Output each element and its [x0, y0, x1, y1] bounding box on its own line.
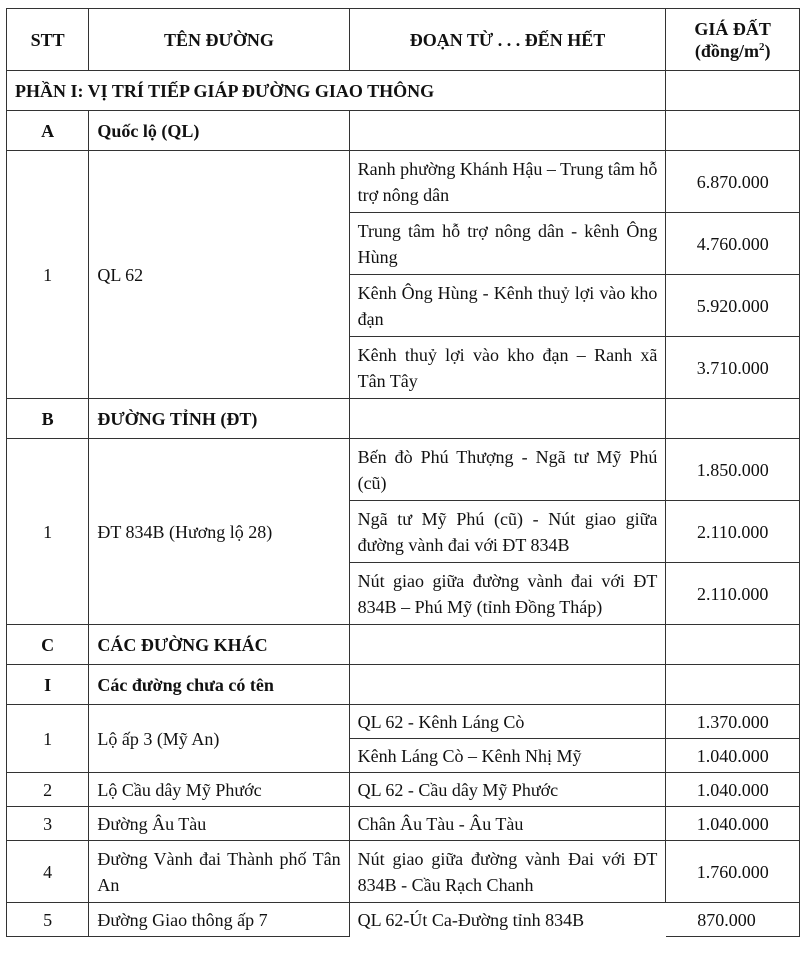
row-name: Đường Giao thông ấp 7: [89, 903, 349, 937]
row-segment: Ranh phường Khánh Hậu – Trung tâm hỗ trợ nông dân: [349, 151, 666, 213]
table-row: [7, 903, 800, 937]
empty-cell: [349, 625, 666, 665]
row-stt: 2: [7, 773, 89, 807]
row-stt: 1: [7, 151, 89, 399]
part-title: PHẦN I: VỊ TRÍ TIẾP GIÁP ĐƯỜNG GIAO THÔNG: [7, 71, 666, 111]
section-code: C: [7, 625, 89, 665]
land-price-table: [6, 8, 800, 937]
header-ten-duong: TÊN ĐƯỜNG: [89, 9, 349, 71]
section-title: Quốc lộ (QL): [89, 111, 349, 151]
row-stt: 1: [7, 705, 89, 773]
row-price: 4.760.000: [666, 213, 800, 275]
row-segment: Kênh Láng Cò – Kênh Nhị Mỹ: [349, 739, 666, 773]
section-title: CÁC ĐƯỜNG KHÁC: [89, 625, 349, 665]
row-name: Đường Âu Tàu: [89, 807, 349, 841]
land-price-table-container: [6, 8, 800, 937]
part-row: [7, 71, 800, 111]
header-gia-line1: GIÁ ĐẤT: [694, 18, 771, 39]
row-price: 3.710.000: [666, 337, 800, 399]
section-row: [7, 625, 800, 665]
row-price: 1.850.000: [666, 439, 800, 501]
row-stt: 3: [7, 807, 89, 841]
section-row: [7, 111, 800, 151]
row-segment: Nút giao giữa đường vành đai với ĐT 834B – Phú Mỹ (tỉnh Đồng Tháp): [349, 563, 666, 625]
empty-cell: [349, 665, 666, 705]
empty-cell: [666, 665, 800, 705]
subsection-row: [7, 665, 800, 705]
row-price: 1.040.000: [666, 773, 800, 807]
row-price: 2.110.000: [666, 563, 800, 625]
row-name: Lộ ấp 3 (Mỹ An): [89, 705, 349, 773]
row-name: Đường Vành đai Thành phố Tân An: [89, 841, 349, 903]
table-row: [7, 807, 800, 841]
section-row: [7, 399, 800, 439]
row-price: 1.370.000: [666, 705, 800, 739]
row-segment: Kênh Ông Hùng - Kênh thuỷ lợi vào kho đạn: [349, 275, 666, 337]
row-price: 2.110.000: [666, 501, 800, 563]
table-row: [7, 151, 800, 213]
header-stt: STT: [7, 9, 89, 71]
row-price: 1.760.000: [666, 841, 800, 903]
header-gia-dat: [666, 9, 800, 71]
row-segment: Ngã tư Mỹ Phú (cũ) - Nút giao giữa đường vành đai với ĐT 834B: [349, 501, 666, 563]
row-name: Lộ Cầu dây Mỹ Phước: [89, 773, 349, 807]
section-code: B: [7, 399, 89, 439]
empty-cell: [666, 625, 800, 665]
row-segment: Chân Âu Tàu - Âu Tàu: [349, 807, 666, 841]
empty-cell: [666, 399, 800, 439]
row-name: QL 62: [89, 151, 349, 399]
row-segment: QL 62-Út Ca-Đường tỉnh 834B: [349, 903, 666, 937]
table-row: [7, 841, 800, 903]
subsection-code: I: [7, 665, 89, 705]
row-segment: QL 62 - Kênh Láng Cò: [349, 705, 666, 739]
row-segment: Kênh thuỷ lợi vào kho đạn – Ranh xã Tân Tây: [349, 337, 666, 399]
header-doan: ĐOẠN TỪ . . . ĐẾN HẾT: [349, 9, 666, 71]
row-price: 5.920.000: [666, 275, 800, 337]
row-segment: Bến đò Phú Thượng - Ngã tư Mỹ Phú (cũ): [349, 439, 666, 501]
row-stt: 4: [7, 841, 89, 903]
empty-cell: [349, 111, 666, 151]
table-row: [7, 705, 800, 739]
subsection-title: Các đường chưa có tên: [89, 665, 349, 705]
empty-cell: [349, 399, 666, 439]
header-gia-unit: $(đồng/m^2)$: [694, 40, 771, 61]
row-name: ĐT 834B (Hương lộ 28): [89, 439, 349, 625]
row-stt: 1: [7, 439, 89, 625]
empty-cell: [666, 111, 800, 151]
row-price: 870.000: [666, 903, 800, 937]
row-price: 6.870.000: [666, 151, 800, 213]
table-row: [7, 773, 800, 807]
row-segment: Trung tâm hỗ trợ nông dân - kênh Ông Hùng: [349, 213, 666, 275]
row-stt: 5: [7, 903, 89, 937]
row-segment: QL 62 - Cầu dây Mỹ Phước: [349, 773, 666, 807]
row-price: 1.040.000: [666, 807, 800, 841]
empty-cell: [666, 71, 800, 111]
section-title: ĐƯỜNG TỈNH (ĐT): [89, 399, 349, 439]
table-header-row: [7, 9, 800, 71]
section-code: A: [7, 111, 89, 151]
row-segment: Nút giao giữa đường vành Đai với ĐT 834B - Cầu Rạch Chanh: [349, 841, 666, 903]
table-row: [7, 439, 800, 501]
row-price: 1.040.000: [666, 739, 800, 773]
